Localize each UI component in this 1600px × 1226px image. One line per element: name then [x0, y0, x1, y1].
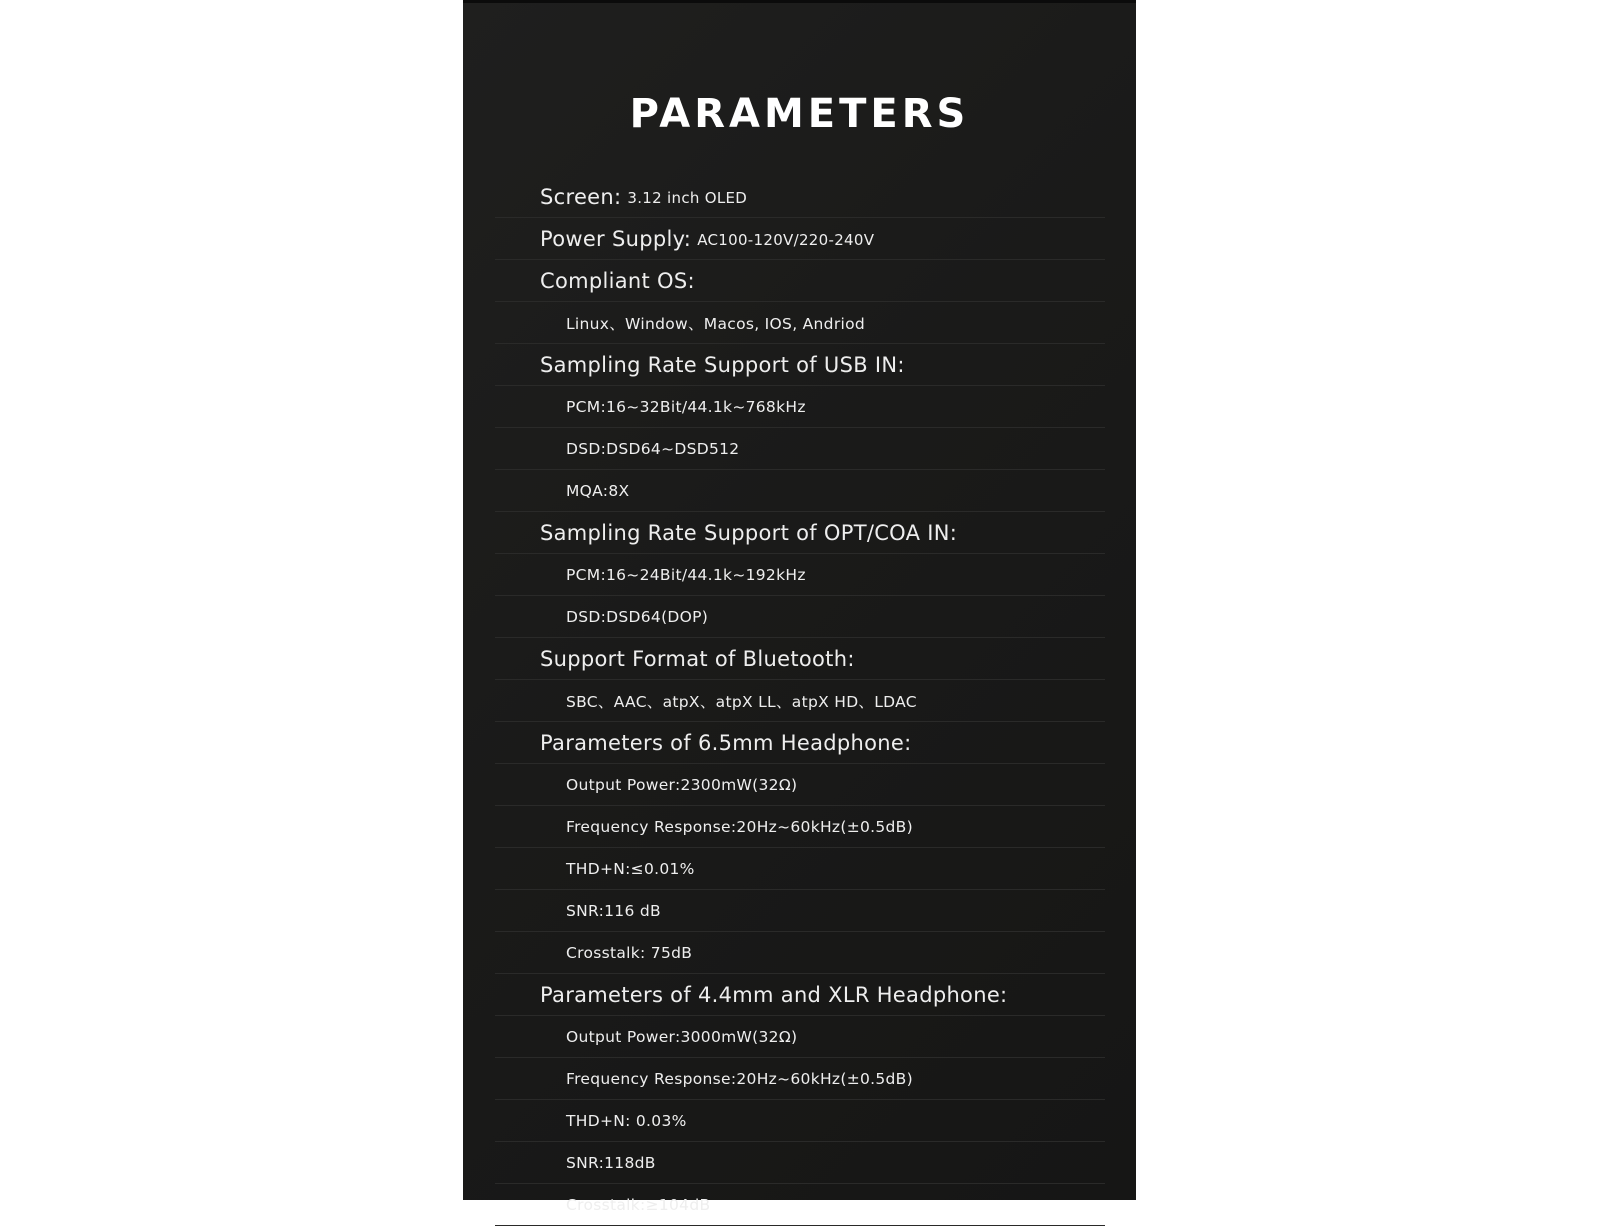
spec-detail [495, 764, 1105, 806]
spec-detail-text: SNR:116 dB [566, 901, 661, 920]
spec-detail [495, 1100, 1105, 1142]
spec-heading-value: 3.12 inch OLED [627, 188, 748, 207]
spec-detail [495, 596, 1105, 638]
spec-detail [495, 680, 1105, 722]
spec-heading [495, 638, 1105, 680]
page-title: PARAMETERS [629, 91, 970, 137]
spec-detail-text: Frequency Response:20Hz~60kHz(±0.5dB) [566, 1069, 913, 1088]
spec-heading [495, 722, 1105, 764]
spec-detail-text: DSD:DSD64(DOP) [566, 607, 709, 626]
spec-detail [495, 554, 1105, 596]
spec-detail [495, 1142, 1105, 1184]
spec-detail-text: MQA:8X [566, 481, 630, 500]
spec-detail-text: PCM:16~24Bit/44.1k~192kHz [566, 565, 806, 584]
spec-detail-text: Output Power:3000mW(32Ω) [566, 1027, 798, 1046]
spec-detail-text: Output Power:2300mW(32Ω) [566, 775, 798, 794]
parameters-panel [463, 0, 1136, 1214]
spec-detail-text: Crosstalk: 75dB [566, 943, 693, 962]
spec-detail [495, 428, 1105, 470]
spec-heading [495, 512, 1105, 554]
spec-heading [495, 260, 1105, 302]
spec-detail-text: THD+N:≤0.01% [566, 859, 695, 878]
spec-detail [495, 1184, 1105, 1226]
spec-detail [495, 470, 1105, 512]
spec-detail [495, 806, 1105, 848]
spec-detail [495, 1016, 1105, 1058]
spec-heading-label: Parameters of 6.5mm Headphone: [540, 730, 912, 755]
spec-detail [495, 302, 1105, 344]
spec-detail [495, 386, 1105, 428]
spec-heading-label: Screen: [540, 184, 622, 209]
spec-detail-text: Linux、Window、Macos, IOS, Andriod [566, 314, 866, 333]
spec-detail [495, 890, 1105, 932]
spec-detail-text: THD+N: 0.03% [566, 1111, 687, 1130]
spec-heading [495, 218, 1105, 260]
spec-detail [495, 932, 1105, 974]
spec-detail [495, 848, 1105, 890]
spec-detail-text: SBC、AAC、atpX、atpX LL、atpX HD、LDAC [566, 692, 917, 711]
spec-heading-label: Compliant OS: [540, 268, 695, 293]
spec-detail-text: SNR:118dB [566, 1153, 656, 1172]
spec-heading [495, 344, 1105, 386]
spec-heading [495, 176, 1105, 218]
spec-detail-text: PCM:16~32Bit/44.1k~768kHz [566, 397, 806, 416]
spec-heading-label: Support Format of Bluetooth: [540, 646, 855, 671]
spec-detail-text: Frequency Response:20Hz~60kHz(±0.5dB) [566, 817, 913, 836]
spec-heading [495, 974, 1105, 1016]
spec-list [495, 176, 1105, 1226]
spec-detail [495, 1058, 1105, 1100]
spec-heading-label: Power Supply: [540, 226, 692, 251]
spec-heading-label: Sampling Rate Support of OPT/COA IN: [540, 520, 958, 545]
spec-detail-text: DSD:DSD64~DSD512 [566, 439, 740, 458]
spec-heading-label: Sampling Rate Support of USB IN: [540, 352, 905, 377]
spec-heading-label: Parameters of 4.4mm and XLR Headphone: [540, 982, 1008, 1007]
spec-detail-text: Crosstalk:≥104dB [566, 1195, 711, 1214]
spec-heading-value: AC100-120V/220-240V [697, 230, 875, 249]
